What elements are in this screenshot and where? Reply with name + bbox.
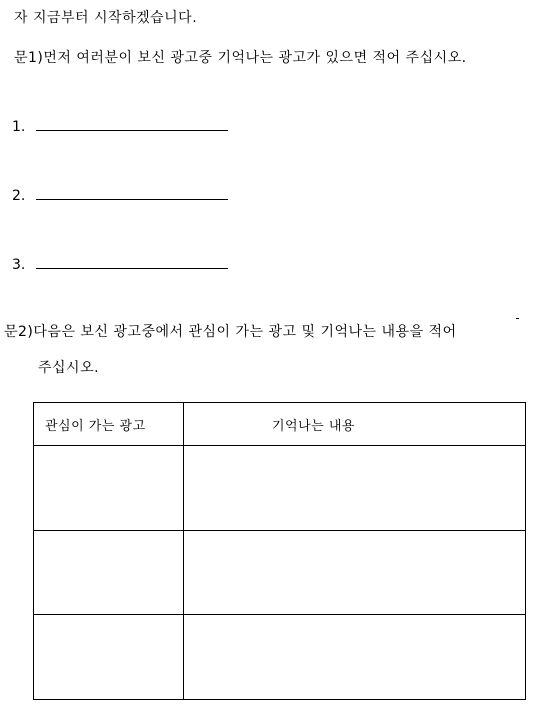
question-2-line-2: 주십시오.	[38, 360, 100, 376]
question-1-text: 문1)먼저 여러분이 보신 광고중 기억나는 광고가 있으면 적어 주십시오.	[14, 50, 467, 66]
answer-row-3	[12, 256, 222, 274]
content-cell[interactable]	[184, 615, 526, 700]
answer-number-2: 2.	[12, 188, 26, 204]
question-2-line-1: 문2)다음은 보신 광고중에서 관심이 가는 광고 및 기억나는 내용을 적어	[4, 324, 457, 340]
ad-cell[interactable]	[34, 530, 184, 615]
header-remembered-content: 기억나는 내용	[184, 403, 526, 446]
header-interesting-ad: 관심이 가는 광고	[34, 403, 184, 446]
ad-cell[interactable]	[34, 615, 184, 700]
response-table	[33, 402, 526, 700]
answer-number-1: 1.	[12, 119, 26, 135]
content-cell[interactable]	[184, 446, 526, 531]
answer-line-3[interactable]	[36, 268, 228, 269]
content-cell[interactable]	[184, 530, 526, 615]
answer-row-2	[12, 187, 222, 205]
answer-line-2[interactable]	[36, 199, 228, 200]
stray-mark	[516, 318, 519, 319]
table-header-row	[34, 403, 526, 446]
answer-line-1[interactable]	[36, 130, 228, 131]
intro-text: 자 지금부터 시작하겠습니다.	[14, 10, 198, 26]
ad-cell[interactable]	[34, 446, 184, 531]
table-row	[34, 615, 526, 700]
table-row	[34, 446, 526, 531]
answer-number-3: 3.	[12, 257, 26, 273]
answer-row-1	[12, 118, 222, 136]
table-row	[34, 530, 526, 615]
